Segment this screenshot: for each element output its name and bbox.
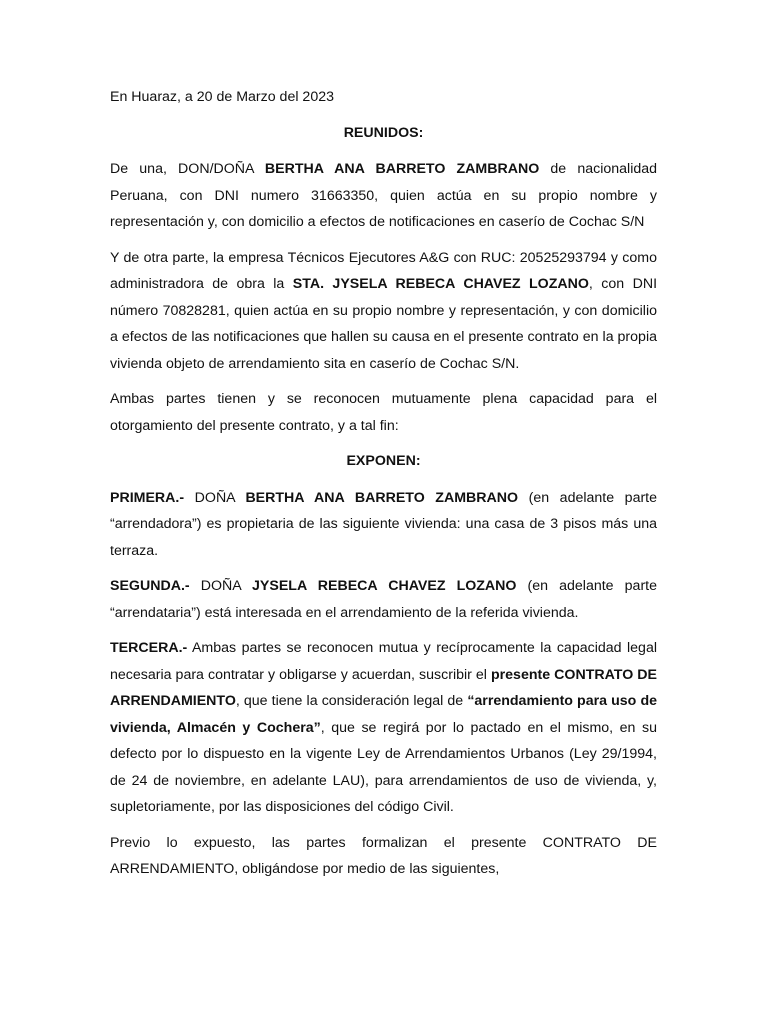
clause-tercera xyxy=(110,635,657,821)
contract-title: presente CONTRATO DE ARRENDAMIENTO xyxy=(110,666,657,709)
text-run: , que tiene la consideración legal de xyxy=(235,693,468,709)
clause-primera xyxy=(110,485,657,565)
text-run: Y de otra parte, la empresa Técnicos Ejecutores A&G con RUC: 20525293794 y como administradora de obra la xyxy=(110,249,657,292)
paragraph-party-one xyxy=(110,156,657,236)
paragraph-closing: Previo lo expuesto, las partes formalizan el presente CONTRATO DE ARRENDAMIENTO, obligándose por medio de las siguientes, xyxy=(110,834,657,877)
party-name: BERTHA ANA BARRETO ZAMBRANO xyxy=(245,489,519,506)
clause-segunda xyxy=(110,573,657,626)
party-name: JYSELA REBECA CHAVEZ LOZANO xyxy=(252,578,517,594)
text-run: Ambas partes se reconocen mutua y recíprocamente la capacidad legal necesaria para contratar y obligarse y acuerdan, suscribir el xyxy=(110,640,657,683)
text-run: (en adelante parte “arrendadora”) es propietaria de las siguiente vivienda: una casa de 3 pisos más una terraza. xyxy=(110,489,658,559)
text-run: De una, DON/DOÑA xyxy=(110,161,265,177)
clause-label: PRIMERA.- xyxy=(110,489,185,506)
party-two-name: STA. JYSELA REBECA CHAVEZ LOZANO xyxy=(292,276,589,292)
paragraph-capacity: Ambas partes tienen y se reconocen mutuamente plena capacidad para el otorgamiento del presente contrato, y a tal fin: xyxy=(110,391,657,434)
text-run: de nacionalidad Peruana, con DNI numero 31663350, quien actúa en su propio nombre y representación y, con domicilio a efectos de notificaciones en caserío de Cochac S/N xyxy=(110,161,658,230)
clause-label: SEGUNDA.- xyxy=(110,578,190,594)
document-body xyxy=(110,84,657,892)
text-run: , con DNI número 70828281, quien actúa en su propio nombre y representación, y con domicilio a efectos de las notificaciones que hallen su causa en el presente contrato en la propia vivienda objeto de arrendamiento sita en caserío de Cochac S/N. xyxy=(110,276,658,372)
use-type: “arrendamiento para uso de vivienda, Almacén y Cochera” xyxy=(110,693,658,736)
text-run: DOÑA xyxy=(184,489,246,506)
text-run: DOÑA xyxy=(189,578,252,594)
paragraph-party-two xyxy=(110,245,657,378)
party-one-name: BERTHA ANA BARRETO ZAMBRANO xyxy=(264,161,540,177)
text-run: , que se regirá por lo pactado en el mismo, en su defecto por lo dispuesto en la vigente Ley de Arrendamientos Urbanos (Ley 29/1994, de 24 de noviembre, en adelante LAU), para arrendamientos de uso de vivienda, y, supletoriamente, por las disposiciones del código Civil. xyxy=(110,719,657,815)
heading-reunidos: REUNIDOS: xyxy=(343,124,424,141)
heading-exponen: EXPONEN: xyxy=(346,453,421,469)
clause-label: TERCERA.- xyxy=(110,640,188,656)
date-line: En Huaraz, a 20 de Marzo del 2023 xyxy=(110,89,334,105)
text-run: (en adelante parte “arrendataria”) está interesada en el arrendamiento de la referida vivienda. xyxy=(110,578,657,621)
